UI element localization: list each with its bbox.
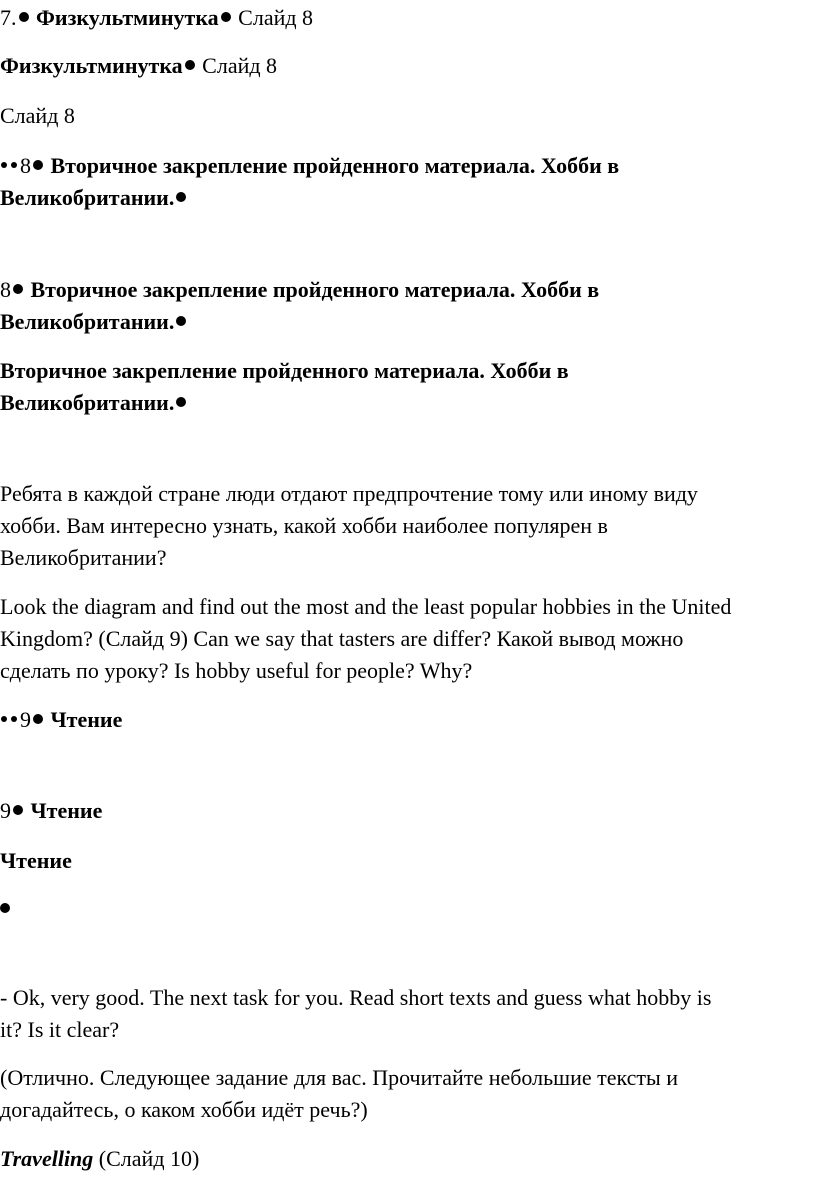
section-number: 7. [0,5,17,30]
section-heading-8-line2 [0,182,188,213]
section-number: 8 [0,277,11,302]
travelling-title: Travelling [0,1146,94,1171]
section-title-cont: Великобритании. [0,390,175,415]
bullet-icon [176,192,186,202]
section-number: 8 [20,153,31,178]
paragraph-translation-line1: (Отлично. Следующее задание для вас. Прочитайте небольшие тексты и [0,1065,679,1090]
small-bullet-icon [1,162,7,168]
bullet-icon [185,60,195,70]
slide-ref: (Слайд 10) [93,1146,200,1171]
section-title-cont: Великобритании. [0,185,175,210]
paragraph-next-task-line1: - Ok, very good. The next task for you. Read short texts and guess what hobby is [0,985,712,1010]
travelling-heading [0,1143,199,1174]
section-title: Физкультминутка [0,53,183,78]
small-bullet-icon [1,716,7,722]
section-title: Вторичное закрепление пройденного материала. Хобби в [30,277,600,302]
slide-ref: Слайд 8 [196,53,278,78]
section-heading-reading [0,845,72,876]
paragraph-diagram-task-line1: Look the diagram and find out the most and the least popular hobbies in the United [0,594,732,619]
slide-ref-8: Слайд 8 [0,103,75,128]
section-heading-9b [0,795,102,826]
section-heading-8-line1 [0,150,619,181]
section-heading-8b-line2 [0,306,188,337]
paragraph-translation-line2: догадайтесь, о каком хобби идёт речь?) [0,1097,368,1122]
paragraph-hobby-intro-line1: Ребята в каждой стране люди отдают предпрочтение тому или иному виду [0,481,698,506]
section-number: 9 [0,798,11,823]
bullet-icon [13,805,23,815]
paragraph-hobby-intro-line3: Великобритании? [0,545,167,570]
section-number: 9 [20,707,31,732]
bullet-icon [221,12,231,22]
slide-ref: Слайд 8 [232,5,314,30]
section-title-cont: Великобритании. [0,309,175,334]
bullet-icon [33,714,43,724]
paragraph-diagram-task-line3: сделать по уроку? Is hobby useful for people? Why? [0,658,473,683]
paragraph-hobby-intro-line2: хобби. Вам интересно узнать, какой хобби наиболее популярен в [0,513,608,538]
section-heading-fizkult [0,50,277,81]
bullet-icon [0,903,10,913]
bullet-icon [33,160,43,170]
section-title: Чтение [50,707,123,732]
section-title: Чтение [0,848,72,873]
bullet-line [0,893,12,924]
section-title: Физкультминутка [36,5,219,30]
section-title: Вторичное закрепление пройденного материала. Хобби в [50,153,620,178]
section-title: Чтение [30,798,103,823]
bullet-icon [176,397,186,407]
small-bullet-icon [11,162,17,168]
section-heading-8b-line1 [0,274,599,305]
section-heading-9 [0,704,122,735]
bullet-icon [176,316,186,326]
paragraph-next-task-line2: it? Is it clear? [0,1017,120,1042]
section-heading-fizkult-7 [0,2,313,33]
paragraph-diagram-task-line2: Kingdom? (Слайд 9) Can we say that tasters are differ? Какой вывод можно [0,626,684,651]
bullet-icon [19,12,29,22]
section-heading-8c-line1 [0,355,569,386]
section-heading-8c-line2 [0,387,188,418]
section-title: Вторичное закрепление пройденного материала. Хобби в [0,358,569,383]
bullet-icon [13,284,23,294]
small-bullet-icon [11,716,17,722]
